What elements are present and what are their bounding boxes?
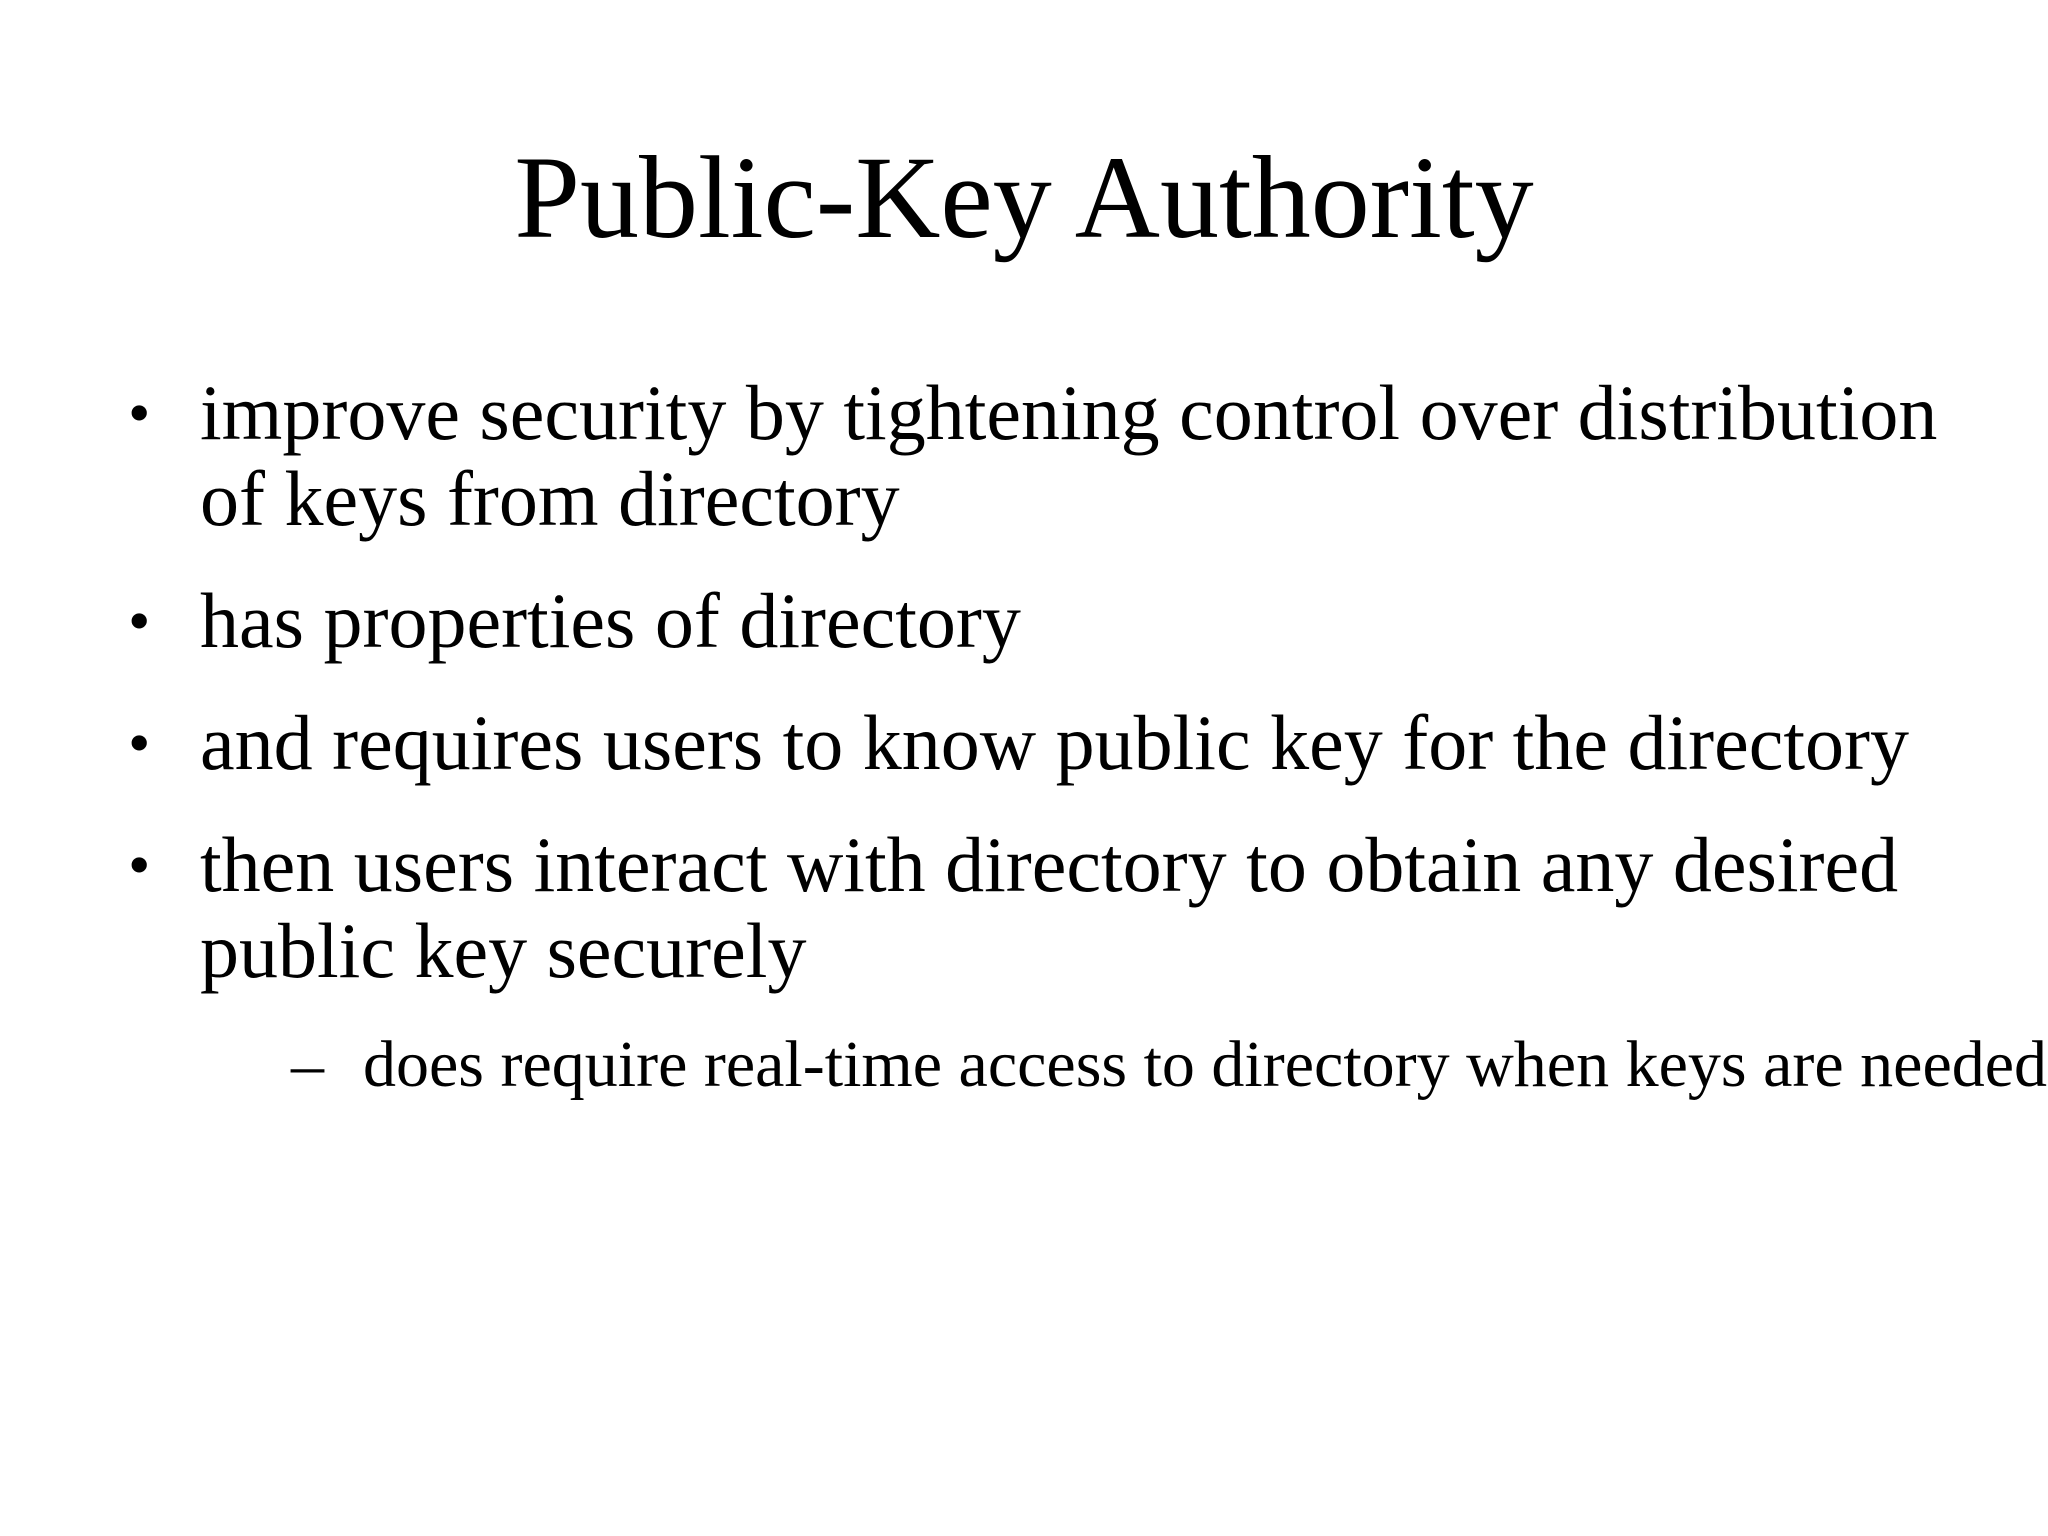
bullet-text: improve security by tightening control over distribution of keys from directory xyxy=(200,369,1938,542)
bullet-item xyxy=(128,578,2020,664)
bullet-text: has properties of directory xyxy=(200,577,1021,664)
bullet-marker: • xyxy=(128,377,151,448)
bullet-marker: • xyxy=(128,585,151,656)
bullet-item xyxy=(128,700,2020,786)
bullet-text: then users interact with directory to obtain any desired public key securely xyxy=(200,821,1899,994)
bullet-marker: • xyxy=(128,707,151,778)
bullet-item xyxy=(128,822,2020,994)
sub-bullet-item xyxy=(291,1024,2048,1106)
bullet-marker: • xyxy=(128,829,151,900)
bullet-item xyxy=(128,370,2020,542)
sub-bullet-marker: – xyxy=(291,1028,324,1101)
slide-content xyxy=(128,369,2048,1106)
sub-bullet-text: does require real-time access to directory when keys are needed xyxy=(363,1028,2048,1101)
bullet-text: and requires users to know public key for the directory xyxy=(200,699,1909,786)
slide-title: Public-Key Authority xyxy=(514,132,1534,263)
